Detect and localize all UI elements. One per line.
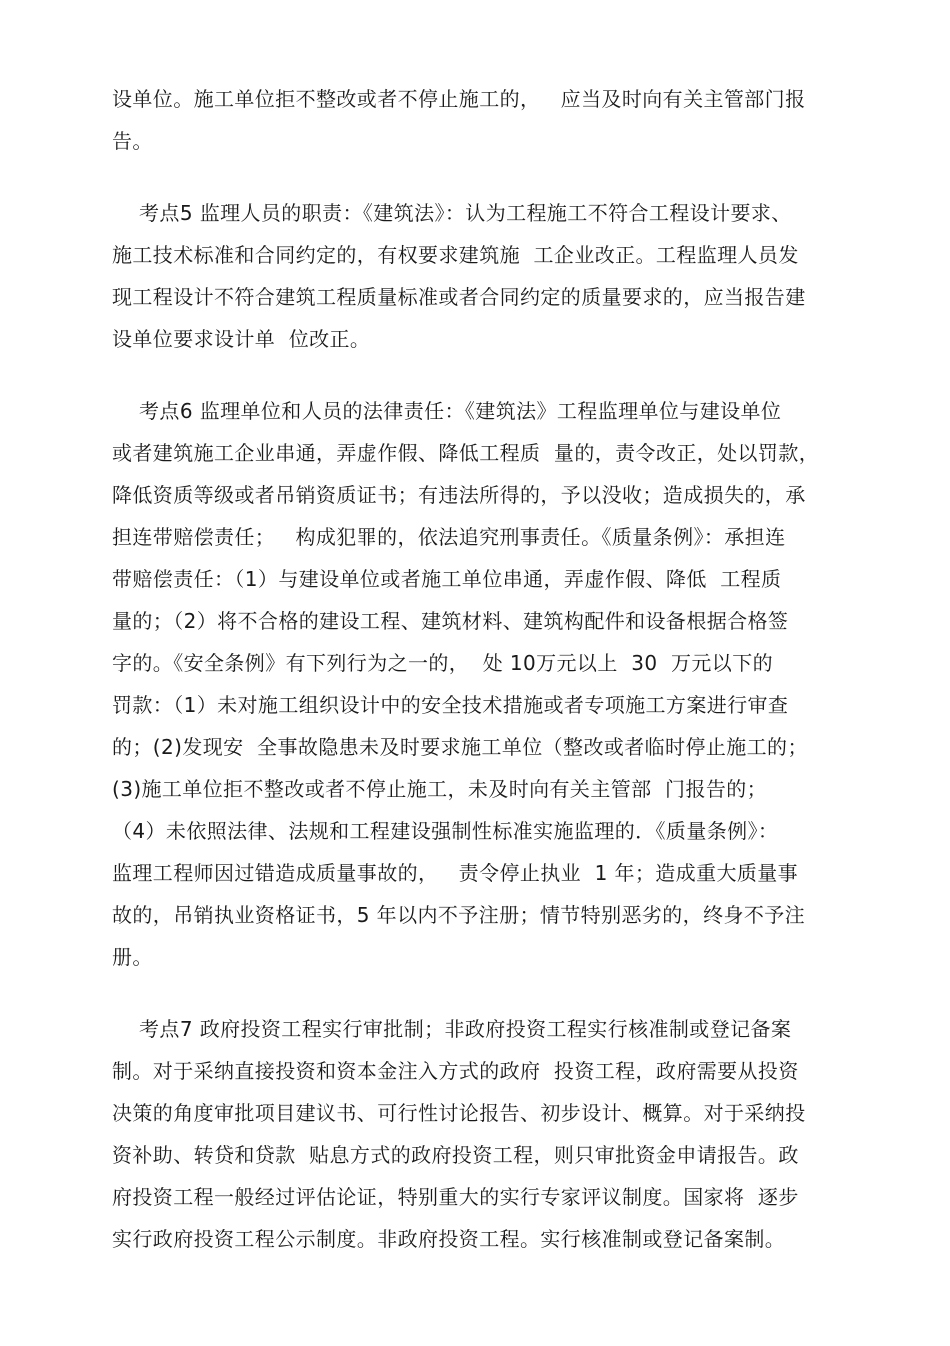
text-line: 降低资质等级或者吊销资质证书；有违法所得的，予以没收；造成损失的，承 xyxy=(112,483,806,507)
text-line: 资补助、转贷和贷款 贴息方式的政府投资工程，则只审批资金申请报告。政 xyxy=(112,1143,799,1167)
text-line: 考点5 监理人员的职责：《建筑法》：认为工程施工不符合工程设计要求、 xyxy=(112,201,792,225)
text-line: 罚款：（1）未对施工组织设计中的安全技术措施或者专项施工方案进行审查 xyxy=(112,693,789,717)
text-line: 考点7 政府投资工程实行审批制；非政府投资工程实行核准制或登记备案 xyxy=(112,1017,792,1041)
text-line: 册。 xyxy=(112,945,153,969)
text-line: （4）未依照法律、法规和工程建设强制性标准实施监理的．《质量条例》： xyxy=(112,819,779,843)
text-line: 量的；（2）将不合格的建设工程、建筑材料、建筑构配件和设备根据合格签 xyxy=(112,609,789,633)
paragraph-1 xyxy=(112,78,902,162)
text-line: 府投资工程一般经过评估论证，特别重大的实行专家评议制度。国家将 逐步 xyxy=(112,1185,799,1209)
text-line: 故的，吊销执业资格证书，5 年以内不予注册；情节特别恶劣的，终身不予注 xyxy=(112,903,806,927)
text-line: 的；(2)发现安 全事故隐患未及时要求施工单位（整改或者临时停止施工的； xyxy=(112,735,808,759)
text-line: 设单位要求设计单 位改正。 xyxy=(112,327,371,351)
text-line: (3)施工单位拒不整改或者不停止施工，未及时向有关主管部 门报告的； xyxy=(112,777,768,801)
text-line: 设单位。施工单位拒不整改或者不停止施工的， 应当及时向有关主管部门报 xyxy=(112,87,806,111)
text-line: 监理工程师因过错造成质量事故的， 责令停止执业 1 年；造成重大质量事 xyxy=(112,861,799,885)
paragraph-point-7 xyxy=(112,1008,902,1260)
text-line: 现工程设计不符合建筑工程质量标准或者合同约定的质量要求的，应当报告建 xyxy=(112,285,806,309)
paragraph-point-6 xyxy=(112,390,902,978)
text-line: 或者建筑施工企业串通，弄虚作假、降低工程质 量的，责令改正，处以罚款， xyxy=(112,441,820,465)
paragraph-point-5 xyxy=(112,192,902,360)
text-line: 决策的角度审批项目建议书、可行性讨论报告、初步设计、概算。对于采纳投 xyxy=(112,1101,806,1125)
text-line: 告。 xyxy=(112,129,153,153)
text-line: 制。对于采纳直接投资和资本金注入方式的政府 投资工程，政府需要从投资 xyxy=(112,1059,799,1083)
text-line: 施工技术标准和合同约定的，有权要求建筑施 工企业改正。工程监理人员发 xyxy=(112,243,799,267)
text-line: 担连带赔偿责任； 构成犯罪的，依法追究刑事责任。《质量条例》：承担连 xyxy=(112,525,786,549)
text-line: 考点6 监理单位和人员的法律责任：《建筑法》工程监理单位与建设单位 xyxy=(112,399,782,423)
text-line: 实行政府投资工程公示制度。非政府投资工程。实行核准制或登记备案制。 xyxy=(112,1227,786,1251)
text-line: 带赔偿责任：（1）与建设单位或者施工单位串通，弄虚作假、降低 工程质 xyxy=(112,567,782,591)
text-line: 字的。《安全条例》有下列行为之一的， 处 10万元以上 30 万元以下的 xyxy=(112,651,773,675)
